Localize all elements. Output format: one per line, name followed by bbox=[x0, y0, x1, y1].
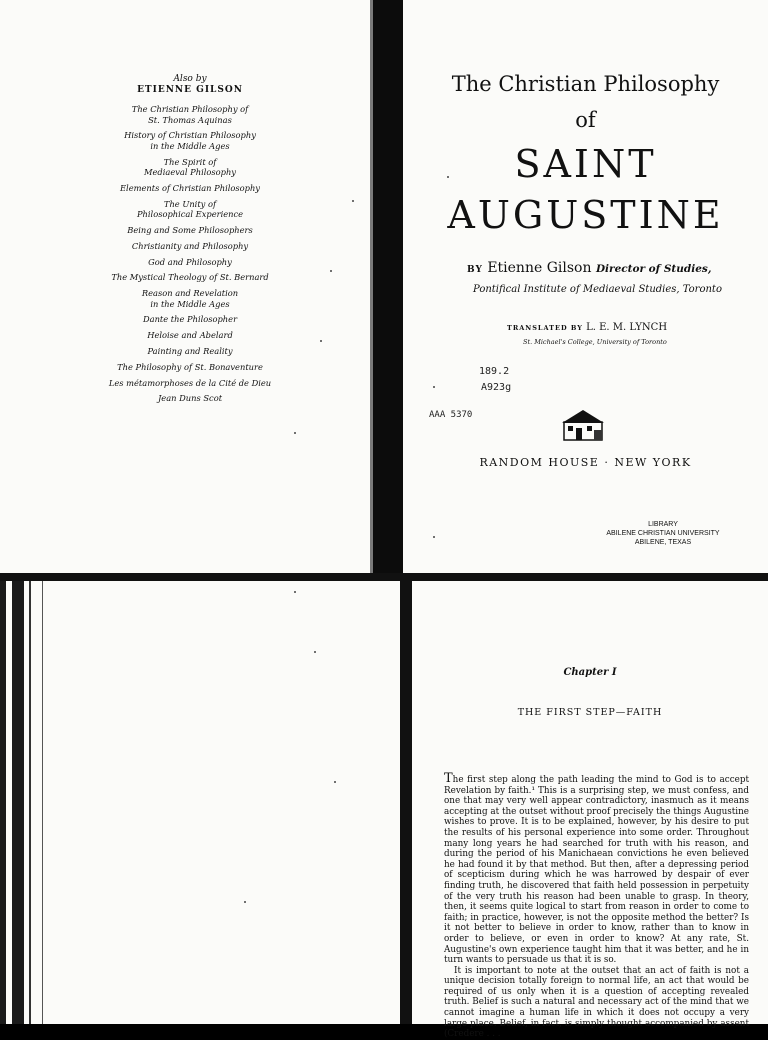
publisher: RANDOM HOUSE · NEW YORK bbox=[479, 456, 692, 469]
by-label: BY bbox=[467, 265, 483, 275]
drop-letter: T bbox=[444, 771, 453, 786]
book-title: Painting and Reality bbox=[147, 346, 233, 357]
call-number-1: 189.2 bbox=[479, 366, 510, 377]
title-line-1: The Christian Philosophy bbox=[451, 72, 720, 96]
book-title: Reason and Revelation in the Middle Ages bbox=[141, 288, 239, 309]
also-by-author: ETIENNE GILSON bbox=[137, 85, 243, 95]
book-title: History of Christian Philosophy in the Middle Ages bbox=[124, 130, 256, 151]
library-stamp bbox=[593, 520, 733, 547]
scan-speck bbox=[314, 651, 316, 653]
translator-line bbox=[507, 322, 667, 333]
call-number-2: A923g bbox=[481, 382, 512, 393]
scan-speck bbox=[330, 270, 332, 272]
title-line-4: AUGUSTINE bbox=[447, 193, 724, 237]
scan-left-edge bbox=[0, 581, 24, 1024]
library-stamp-line: ABILENE, TEXAS bbox=[634, 539, 692, 546]
book-title: The Unity of Philosophical Experience bbox=[136, 198, 244, 220]
also-by-label: Also by bbox=[173, 74, 207, 84]
scan-speck bbox=[294, 432, 296, 434]
book-title: Christianity and Philosophy bbox=[131, 240, 249, 251]
book-title: Being and Some Philosophers bbox=[127, 224, 253, 235]
book-title: Les métamorphoses de la Cité de Dieu bbox=[108, 377, 272, 388]
chapter-title: THE FIRST STEP—FAITH bbox=[517, 707, 663, 718]
translated-by-label: TRANSLATED BY bbox=[507, 324, 583, 332]
scan-speck bbox=[334, 781, 336, 783]
translator-name: L. E. M. LYNCH bbox=[586, 322, 668, 333]
book-title: Heloise and Abelard bbox=[147, 330, 233, 341]
book-title: God and Philosophy bbox=[148, 256, 232, 267]
scan-speck bbox=[320, 340, 322, 342]
scan-speck bbox=[447, 176, 449, 178]
book-title: The Christian Philosophy of St. Thomas Aquinas bbox=[131, 104, 249, 125]
author-institute: Pontifical Institute of Mediaeval Studies, Toronto bbox=[473, 284, 722, 295]
scan-speck bbox=[433, 536, 435, 538]
chapter-page bbox=[412, 581, 768, 1040]
page-edge-line bbox=[42, 581, 43, 1024]
scan-speck bbox=[244, 901, 246, 903]
also-by-header bbox=[110, 74, 270, 96]
scan-divider bbox=[0, 573, 768, 581]
book-list bbox=[90, 104, 290, 409]
paragraph bbox=[444, 771, 749, 966]
title-page bbox=[403, 0, 768, 573]
scan-speck bbox=[294, 591, 296, 593]
page-edge-line bbox=[29, 581, 31, 1024]
author-line bbox=[467, 260, 712, 276]
accession-number: AAA 5370 bbox=[429, 410, 473, 420]
title-line-3: SAINT bbox=[514, 142, 657, 186]
translator-affiliation: St. Michael's College, University of Toronto bbox=[523, 338, 667, 346]
also-by-page bbox=[0, 0, 370, 573]
book-title: The Philosophy of St. Bonaventure bbox=[117, 361, 263, 372]
gutter-edge bbox=[370, 0, 373, 573]
scan-speck bbox=[352, 200, 354, 202]
publisher-house-logo bbox=[560, 408, 606, 442]
chapter-number: Chapter I bbox=[563, 667, 617, 678]
chapter-body bbox=[444, 771, 749, 1040]
author-name: Etienne Gilson bbox=[487, 260, 592, 276]
scan-speck bbox=[433, 386, 435, 388]
blank-page bbox=[24, 581, 400, 1024]
author-role: Director of Studies, bbox=[595, 263, 712, 275]
book-title: Dante the Philosopher bbox=[142, 314, 238, 325]
book-title: The Mystical Theology of St. Bernard bbox=[111, 272, 269, 283]
paragraph: It is important to note at the outset that an act of faith is not a unique decision totally foreign to normal life, an act that would be required of us only when it is a question of accepting revealed truth. Belief is such a natural and necessary act of the mind that we cannot imagine a human life in which it does not occupy a very large place. Belief, in fact, is simply thought accompanied by assent (Credere . . . bbox=[444, 965, 749, 1040]
library-stamp-line: ABILENE CHRISTIAN UNIVERSITY bbox=[606, 530, 720, 537]
book-title: Jean Duns Scot bbox=[157, 393, 223, 404]
paragraph-text: he first step along the path leading the mind to God is to accept Revelation by faith.¹ This is a surprising step, we must confess, and one that may very well appear contradictory, inasmuch as it means accepting at the outset without proof precisely the things Augustine wishes to prove. It is to be explained, however, by his desire to put the results of his personal experience into some order. Throughout many long years he had searched for truth with his reason, and during the period of his Manichaean convictions he even believed he had found it by that method. But then, after a depressing period of scepticism during which he was harrowed by despair of ever finding truth, he discovered that faith held possession in perpetuity of the very truth his reason had been unable to grasp. In theory, then, it seems quite logical to start from reason in order to come to faith; in practice, however, is not the opposite method the better? Is it not better to believe in order to know, rather than to know in order to believe, or even in order to know? At any rate, St. Augustine's own experience taught him that it was better, and he in turn wants to persuade us that it is so. bbox=[444, 775, 749, 966]
book-gutter-lower bbox=[400, 581, 412, 1024]
title-line-2: of bbox=[575, 108, 596, 132]
book-title: The Spirit of Mediaeval Philosophy bbox=[144, 156, 236, 178]
book-title: Elements of Christian Philosophy bbox=[120, 182, 260, 193]
book-gutter bbox=[370, 0, 403, 573]
library-stamp-line: LIBRARY bbox=[648, 521, 678, 528]
page-edge-sliver bbox=[6, 581, 12, 1024]
